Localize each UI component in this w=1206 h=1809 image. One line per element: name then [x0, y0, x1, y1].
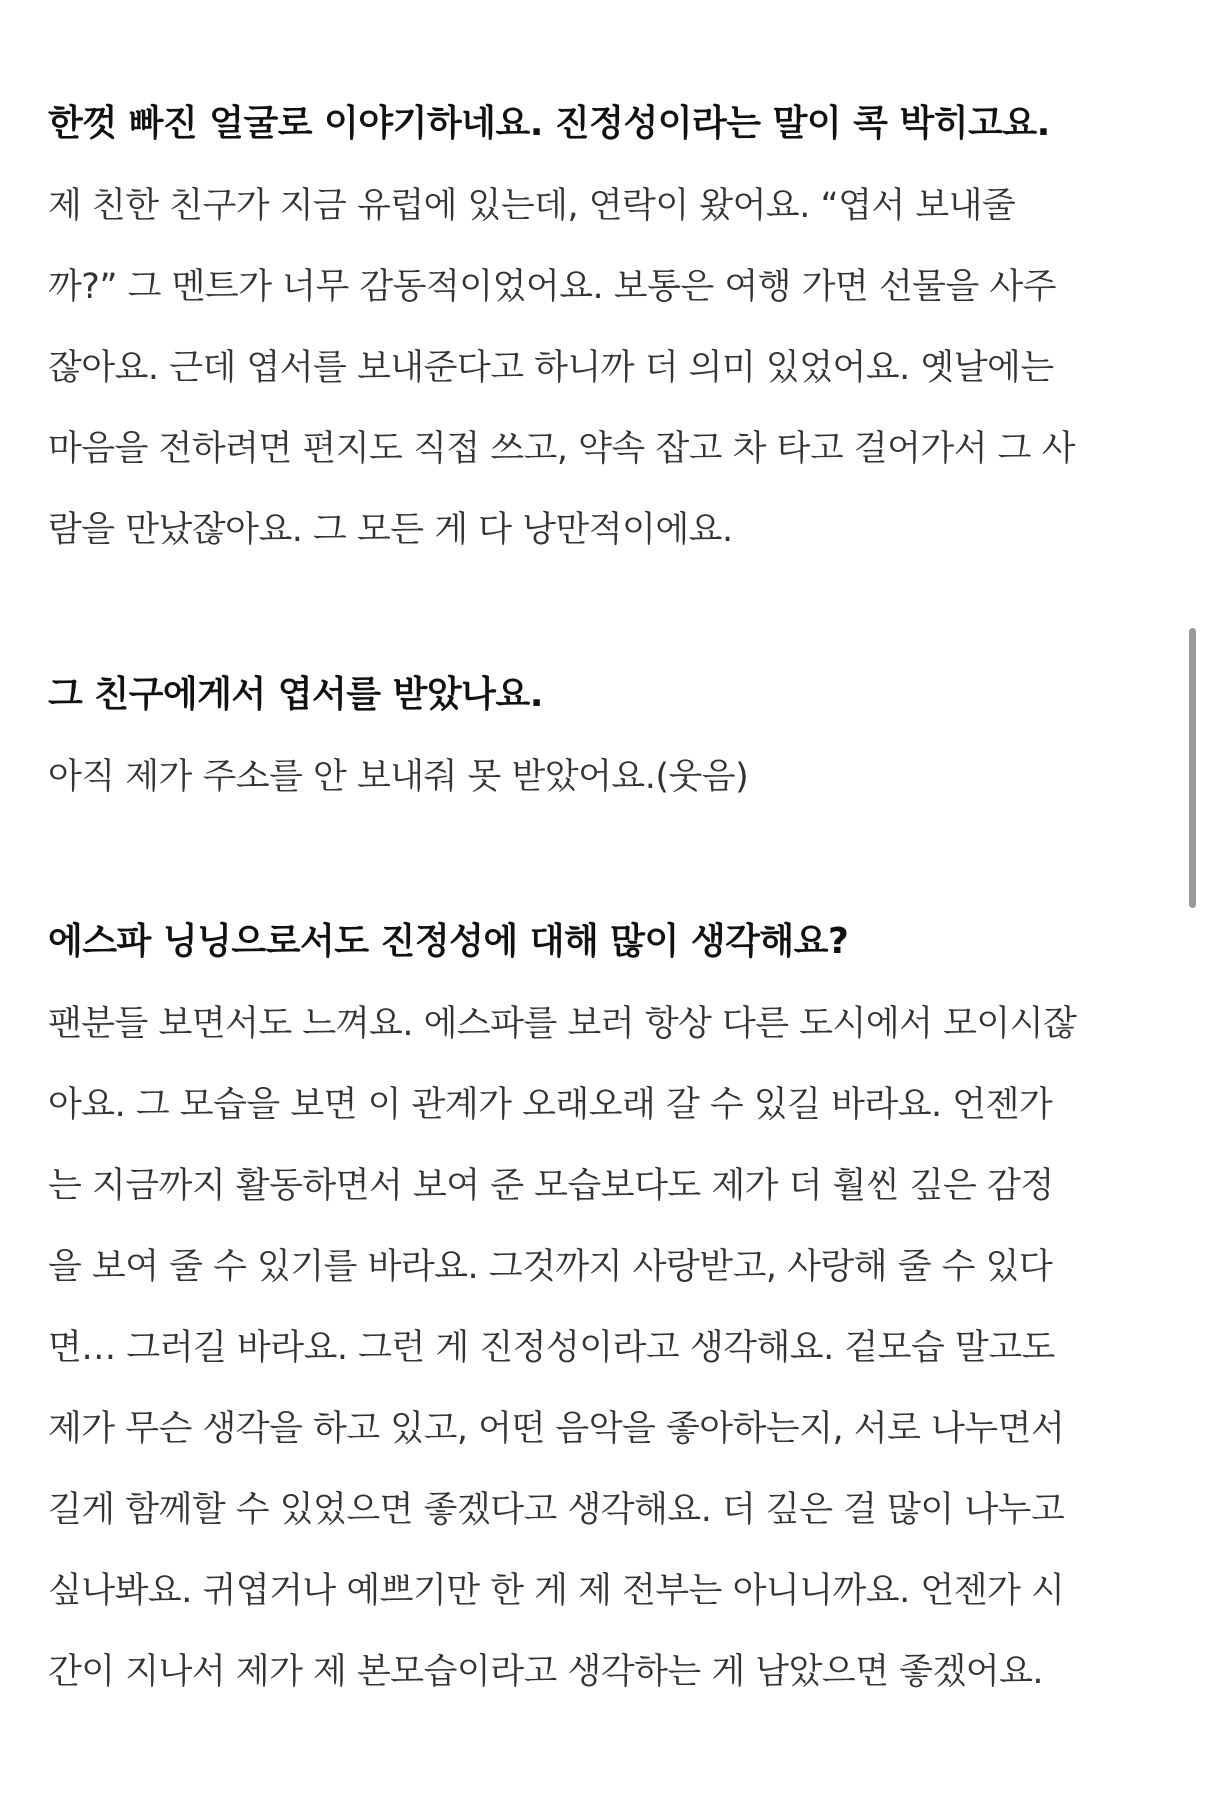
answer-line: 팬분들 보면서도 느껴요. 에스파를 보러 항상 다른 도시에서 모이시잖: [48, 1004, 1077, 1044]
interview-question: 그 친구에게서 엽서를 받았나요.: [48, 674, 543, 715]
answer-line: 까?” 그 멘트가 너무 감동적이었어요. 보통은 여행 가면 선물을 사주: [48, 267, 1057, 307]
answer-line: 면… 그러길 바라요. 그런 게 진정성이라고 생각해요. 겉모습 말고도: [48, 1328, 1055, 1368]
qa-block: [48, 653, 1168, 818]
answer-line: 싶나봐요. 귀엽거나 예쁘기만 한 게 제 전부는 아니니까요. 언젠가 시: [48, 1571, 1065, 1611]
answer-line: 간이 지나서 제가 제 본모습이라고 생각하는 게 남았으면 좋겠어요.: [48, 1652, 1044, 1692]
interview-question: 한껏 빠진 얼굴로 이야기하네요. 진정성이라는 말이 콕 박히고요.: [48, 103, 1050, 144]
answer-line: 을 보여 줄 수 있기를 바라요. 그것까지 사랑받고, 사랑해 줄 수 있다: [48, 1247, 1053, 1287]
qa-block: [48, 900, 1168, 1713]
interview-answer: [48, 166, 1168, 571]
interview-answer: [48, 984, 1168, 1713]
answer-line: 아요. 그 모습을 보면 이 관계가 오래오래 갈 수 있길 바라요. 언젠가: [48, 1085, 1053, 1125]
interview-question: 에스파 닝닝으로서도 진정성에 대해 많이 생각해요?: [48, 921, 849, 962]
interview-answer: [48, 737, 1168, 818]
answer-line: 길게 함께할 수 있었으면 좋겠다고 생각해요. 더 깊은 걸 많이 나누고: [48, 1490, 1065, 1530]
vertical-scrollbar[interactable]: [1189, 628, 1196, 908]
article-body: [48, 82, 1168, 1795]
answer-line: 마음을 전하려면 편지도 직접 쓰고, 약속 잡고 차 타고 걸어가서 그 사: [48, 429, 1075, 469]
answer-line: 제 친한 친구가 지금 유럽에 있는데, 연락이 왔어요. “엽서 보내줄: [48, 186, 1016, 226]
answer-line: 는 지금까지 활동하면서 보여 준 모습보다도 제가 더 훨씬 깊은 감정: [48, 1166, 1054, 1206]
answer-line: 잖아요. 근데 엽서를 보내준다고 하니까 더 의미 있었어요. 옛날에는: [48, 348, 1054, 388]
answer-line: 람을 만났잖아요. 그 모든 게 다 낭만적이에요.: [48, 510, 733, 550]
answer-line: 아직 제가 주소를 안 보내줘 못 받았어요.(웃음): [48, 757, 749, 797]
qa-block: [48, 82, 1168, 571]
answer-line: 제가 무슨 생각을 하고 있고, 어떤 음악을 좋아하는지, 서로 나누면서: [48, 1409, 1065, 1449]
